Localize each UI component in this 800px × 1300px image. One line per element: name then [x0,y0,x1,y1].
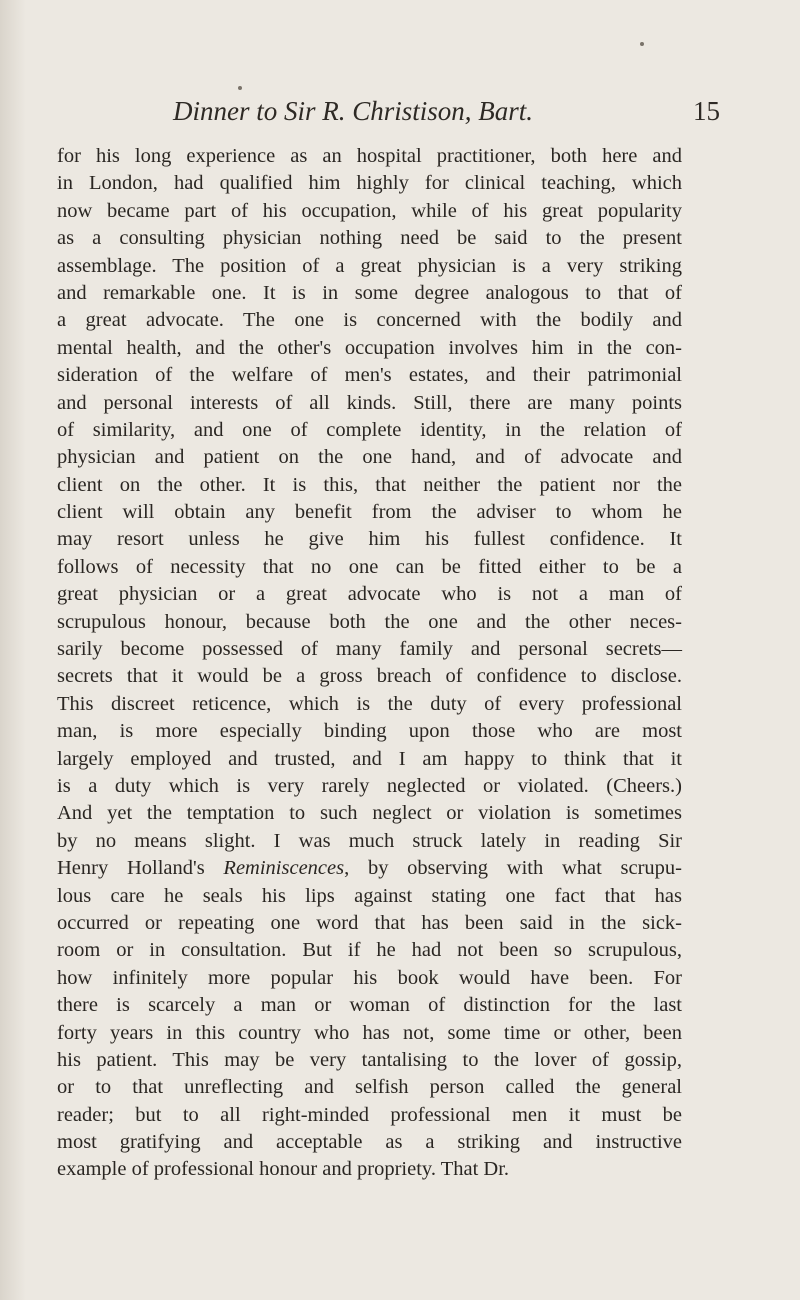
text-line: and remarkable one. It is in some degree analogous to that of [57,281,682,304]
text-line: there is scarcely a man or woman of distinction for the last [57,994,682,1017]
text-line: in London, had qualified him highly for clinical teaching, which [57,172,682,195]
ink-speck [238,86,242,90]
text-line: secrets that it would be a gross breach of confidence to disclose. [57,665,682,688]
text-line: may resort unless he give him his fullest confidence. It [57,528,682,551]
body-text [57,143,682,1184]
text-line: assemblage. The position of a great physician is a very striking [57,254,682,277]
text-line: example of professional honour and propriety. That Dr. [57,1158,510,1181]
text-line: forty years in this country who has not, some time or other, been [57,1021,682,1044]
text-line: physician and patient on the one hand, and of advocate and [57,446,682,469]
text-line: mental health, and the other's occupation involves him in the con- [57,336,682,359]
page-header [60,96,720,136]
page-gutter-shadow [0,0,26,1300]
running-head: Dinner to Sir R. Christison, Bart. [173,96,534,126]
text-line: lous care he seals his lips against stating one fact that has [57,884,682,907]
text-line: client will obtain any benefit from the adviser to whom he [57,501,682,524]
text-span: , by observing with what scrupu- [344,857,683,880]
text-line: sideration of the welfare of men's estates, and their patrimonial [57,364,682,387]
text-span: Henry Holland's [57,857,224,880]
text-line: now became part of his occupation, while of his great popularity [57,199,682,222]
page-number: 15 [693,96,720,126]
text-line: how infinitely more popular his book would have been. For [57,966,682,989]
text-line: scrupulous honour, because both the one and the other neces- [57,610,682,633]
text-line-holland [57,855,682,882]
text-line: for his long experience as an hospital practitioner, both here and [57,145,682,167]
text-line: sarily become possessed of many family and personal secrets— [57,638,682,661]
text-line: most gratifying and acceptable as a striking and instructive [57,1131,682,1154]
text-line: room or in consultation. But if he had not been so scrupulous, [57,939,682,962]
text-line: or to that unreflecting and selfish person called the general [57,1076,682,1099]
ink-speck [640,42,644,46]
text-line: occurred or repeating one word that has been said in the sick- [57,911,682,934]
text-line: his patient. This may be very tantalising to the lover of gossip, [57,1048,682,1071]
book-title-reminiscences: Reminiscences [223,857,345,880]
text-line: and personal interests of all kinds. Still, there are many points [57,391,682,414]
text-line: This discreet reticence, which is the duty of every professional [57,692,682,715]
text-line: man, is more especially binding upon those who are most [57,720,682,743]
text-line: a great advocate. The one is concerned with the bodily and [57,309,682,332]
text-line: great physician or a great advocate who is not a man of [57,583,682,606]
text-line: reader; but to all right-minded professional men it must be [57,1103,682,1126]
text-line: And yet the temptation to such neglect or violation is sometimes [57,802,682,825]
text-line: is a duty which is very rarely neglected or violated. (Cheers.) [57,774,682,797]
text-line: as a consulting physician nothing need be said to the present [57,227,682,250]
text-line: by no means slight. I was much struck lately in reading Sir [57,829,682,852]
text-line: client on the other. It is this, that neither the patient nor the [57,473,682,496]
text-line: largely employed and trusted, and I am happy to think that it [57,747,682,770]
text-line: follows of necessity that no one can be fitted either to be a [57,555,682,578]
text-line: of similarity, and one of complete identity, in the relation of [57,418,682,441]
